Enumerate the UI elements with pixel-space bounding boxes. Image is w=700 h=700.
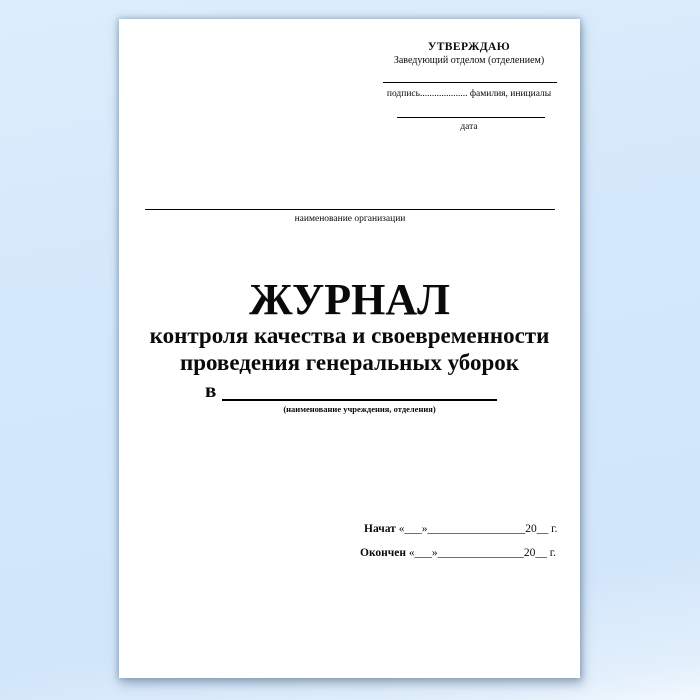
- location-line: [222, 399, 497, 401]
- location-prefix: в: [205, 378, 217, 402]
- finished-row: [360, 546, 556, 560]
- started-label: Начат: [364, 523, 396, 535]
- journal-cover-page: [119, 19, 580, 678]
- journal-title: ЖУРНАЛ: [249, 275, 450, 324]
- organization-caption: наименование организации: [294, 214, 406, 224]
- signature-caption: подпись.................... фамилия, инициалы: [386, 89, 552, 99]
- organization-line: [145, 209, 555, 210]
- signature-line: [383, 82, 557, 83]
- started-row: [364, 522, 557, 536]
- approval-heading: УТВЕРЖДАЮ: [427, 41, 511, 53]
- location-caption: (наименование учреждения, отделения): [283, 404, 436, 414]
- journal-subtitle-line2: проведения генеральных уборок: [179, 350, 520, 375]
- approval-role-text: Заведующий отделом (отделением): [393, 55, 545, 66]
- finished-label: Окончен: [360, 547, 407, 559]
- approval-date-caption: дата: [460, 122, 478, 132]
- finished-value: «___»_______________20__ г.: [408, 547, 557, 559]
- journal-subtitle-line1: контроля качества и своевременности: [149, 323, 550, 348]
- started-value: «___»_________________20__ г.: [398, 523, 558, 535]
- approval-date-line: [397, 117, 545, 118]
